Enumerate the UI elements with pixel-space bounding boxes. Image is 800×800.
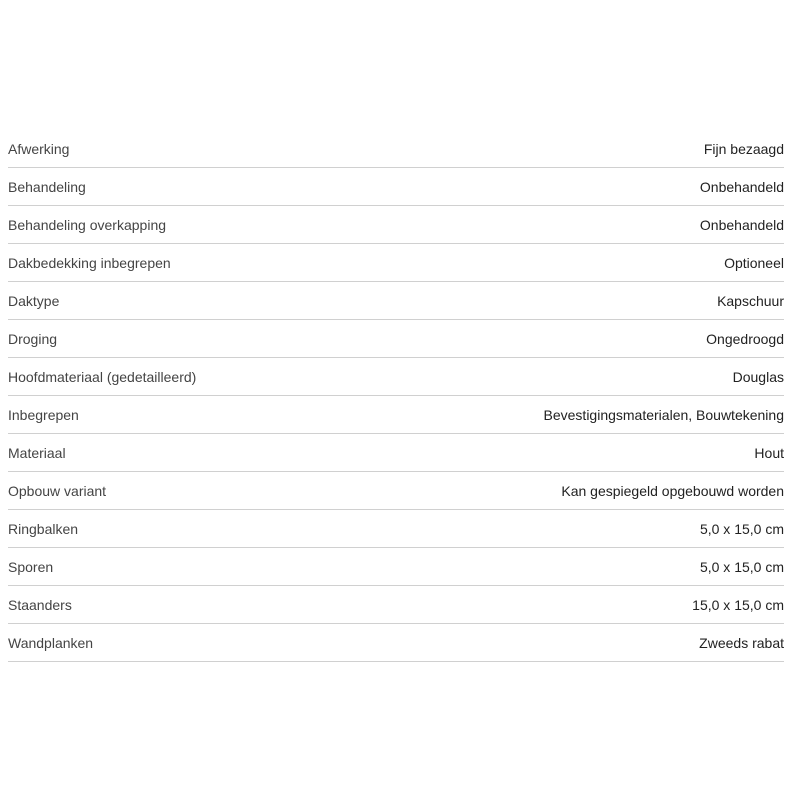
spec-label: Sporen [8,558,54,575]
spec-value: Fijn bezaagd [703,140,784,157]
spec-row-ringbalken [8,510,784,548]
spec-row-staanders [8,586,784,624]
spec-value: 5,0 x 15,0 cm [699,558,784,575]
spec-label: Behandeling overkapping [8,216,167,233]
spec-row-hoofdmateriaal [8,358,784,396]
spec-value: 5,0 x 15,0 cm [699,520,784,537]
spec-label: Materiaal [8,444,66,461]
spec-label: Behandeling [8,178,86,195]
spec-label: Hoofdmateriaal (gedetailleerd) [8,368,197,385]
spec-value: Kan gespiegeld opgebouwd worden [561,482,784,499]
spec-label: Opbouw variant [8,482,107,499]
spec-label: Daktype [8,292,60,309]
spec-row-sporen [8,548,784,586]
spec-label: Ringbalken [8,520,79,537]
spec-label: Wandplanken [8,634,94,651]
spec-label: Afwerking [8,140,70,157]
spec-value: Ongedroogd [706,330,784,347]
spec-row-dakbedekking [8,244,784,282]
spec-value: Optioneel [724,254,784,271]
spec-value: Douglas [732,368,784,385]
spec-row-materiaal [8,434,784,472]
spec-value: Kapschuur [717,292,784,309]
spec-label: Droging [8,330,58,347]
spec-row-daktype [8,282,784,320]
spec-value: Bevestigingsmaterialen, Bouwtekening [543,406,784,423]
spec-label: Staanders [8,596,72,613]
spec-row-behandeling-overkapping [8,206,784,244]
specifications-table [8,130,784,662]
spec-value: Zweeds rabat [699,634,784,651]
spec-value: Onbehandeld [699,178,784,195]
spec-label: Dakbedekking inbegrepen [8,254,171,271]
spec-row-wandplanken [8,624,784,662]
spec-value: Onbehandeld [699,216,784,233]
spec-label: Inbegrepen [8,406,79,423]
spec-row-droging [8,320,784,358]
spec-row-afwerking [8,130,784,168]
spec-value: Hout [754,444,784,461]
spec-value: 15,0 x 15,0 cm [692,596,784,613]
spec-row-behandeling [8,168,784,206]
spec-row-opbouw-variant [8,472,784,510]
spec-row-inbegrepen [8,396,784,434]
